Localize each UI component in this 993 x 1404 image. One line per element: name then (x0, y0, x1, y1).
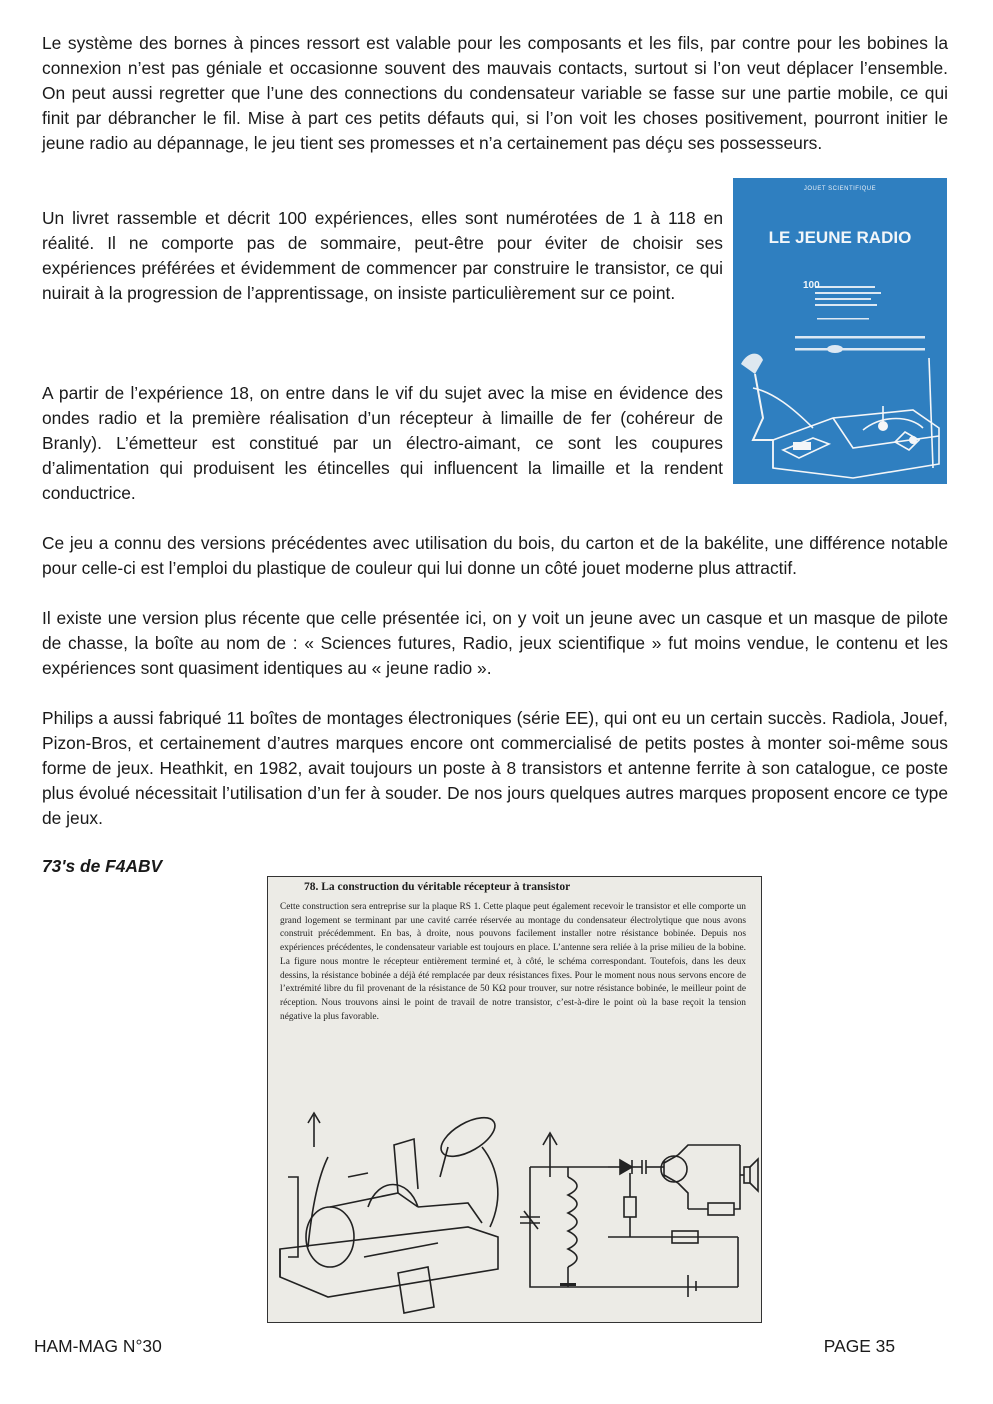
paragraph-recent-version: Il existe une version plus récente que celle présentée ici, on y voit un jeune avec un casque et un masque de pilote de chasse, la boîte au nom de : « Sciences futures, Radio, jeux scientifique » fut moins vendue, le contenu et les expériences sont quasiment identiques au « jeune radio ». (42, 608, 948, 678)
signature: 73's de F4ABV (42, 856, 163, 876)
book-cover-image (733, 178, 947, 484)
paragraph-booklet: Un livret rassemble et décrit 100 expériences, elles sont numérotées de 1 à 118 en réalité. Il ne comporte pas de sommaire, peut-être pour éviter de choisir ses expériences préférées et évidemment de commencer par construire le transistor, ce qui nuirait à la progression de l’apprentissage, on insiste particulièrement sur ce point. (42, 208, 723, 303)
footer-page-number: PAGE 35 (823, 1336, 895, 1356)
cover-top-line: JOUET SCIENTIFIQUE (803, 186, 877, 192)
receiver-drawing (268, 877, 761, 1322)
cover-title: LE JEUNE RADIO (768, 228, 912, 247)
paragraph-other-brands: Philips a aussi fabriqué 11 boîtes de montages électroniques (série EE), qui ont eu un certain succès. Radiola, Jouef, Pizon-Bros, et certainement d’autres marques encore ont commercialisé de petits postes à monter soi-même sous forme de jeux. Heathkit, en 1982, avait toujours un poste à 8 transistors et antenne ferrite à son catalogue, ce poste plus évolué nécessitait l’utilisation d’un fer à souder. De nos jours quelques autres marques proposent encore ce type de jeux. (42, 708, 948, 828)
scanned-booklet-page (267, 876, 762, 1323)
paragraph-experience-18: A partir de l’expérience 18, on entre dans le vif du sujet avec la mise en évidence des ondes radio et la première réalisation d’un récepteur à limaille de fer (cohéreur de Branly). L’émetteur est constitué par un électro-aimant, ce sont les coupures d’alimentation qui produisent les étincelles qui influencent la limaille et la rendent conductrice. (42, 383, 723, 503)
paragraph-connections: Le système des bornes à pinces ressort est valable pour les composants et les fils, par contre pour les bobines la connexion n’est pas géniale et occasionne souvent des mauvais contacts, surtout si l’on veut déplacer l’ensemble. On peut aussi regretter que l’une des connections du condensateur variable se fasse sur une partie mobile, ce qui finit par débrancher le fil. Mise à part ces petits défauts qui, si l’on voit les choses positivement, pourront initier le jeune radio au dépannage, le jeu tient ses promesses et n’a certainement pas déçu ses possesseurs. (42, 33, 948, 153)
cover-illustration (733, 178, 947, 484)
scan-title: 78. La construction du véritable récepteur à transistor (304, 881, 571, 893)
cover-count: 100 (803, 280, 820, 291)
footer-magazine: HAM-MAG N°30 (34, 1336, 162, 1356)
paragraph-versions: Ce jeu a connu des versions précédentes avec utilisation du bois, du carton et de la bakélite, une différence notable pour celle-ci est l’emploi du plastique de couleur qui lui donne un côté jouet moderne plus attractif. (42, 533, 948, 578)
scan-body: Cette construction sera entreprise sur la plaque RS 1. Cette plaque peut également recevoir le transistor et elle comporte un grand logement se terminant par une cavité carrée réservée au montage du condensateur électrolytique que nous avons construit précédemment. En bas, à droite, nous pouvons facilement installer notre résistance bobinée. Depuis nos expériences précédentes, le condensateur variable est toujours en place. L’antenne sera reliée à la prise milieu de la bobine. La figure nous montre le récepteur entièrement terminé et, à côté, le schéma correspondant. Toutefois, dans les deux dessins, la résistance bobinée a déjà été remplacée par deux résistances fixes. Pour le moment nous nous servons encore de l’extrémité libre du fil provenant de la résistance de 50 KΩ pour trouver, sur notre résistance bobinée, le meilleur point de réception. Nous trouvons ainsi le point de travail de notre transistor, c’est-à-dire le point où la base reçoit la tension négative la plus favorable. (280, 902, 746, 1022)
